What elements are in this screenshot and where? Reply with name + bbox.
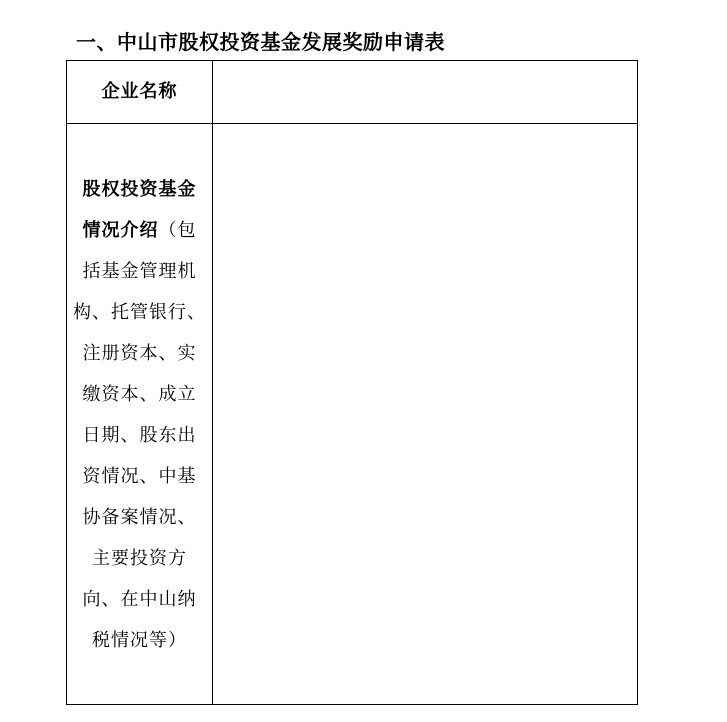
fund-intro-label-line: 主要投资方 [92,548,187,569]
fund-intro-label-line: 协备案情况、 [82,507,197,528]
fund-intro-normal-part: （包 [158,220,197,241]
fund-intro-label-line [73,210,206,251]
fund-intro-label-line: 向、在中山纳 [82,589,197,610]
fund-intro-label-line: 股权投资基金 [82,179,197,200]
company-name-value[interactable] [213,61,637,123]
fund-intro-value[interactable] [213,124,637,704]
fund-intro-bold-part: 情况介绍 [82,220,159,241]
fund-intro-label-line: 注册资本、实 [82,343,197,364]
fund-intro-label-line: 资情况、中基 [82,466,197,487]
fund-intro-label-line: 缴资本、成立 [82,384,197,405]
application-form-table [66,60,638,705]
fund-intro-label [67,169,212,661]
fund-intro-label-line: 括基金管理机 [82,261,197,282]
company-name-label: 企业名称 [101,81,178,102]
form-heading: 一、中山市股权投资基金发展奖励申请表 [76,30,445,54]
fund-intro-label-line: 日期、股东出 [82,425,197,446]
fund-intro-label-line: 税情况等） [92,630,187,651]
fund-intro-label-line: 构、托管银行、 [73,302,206,323]
